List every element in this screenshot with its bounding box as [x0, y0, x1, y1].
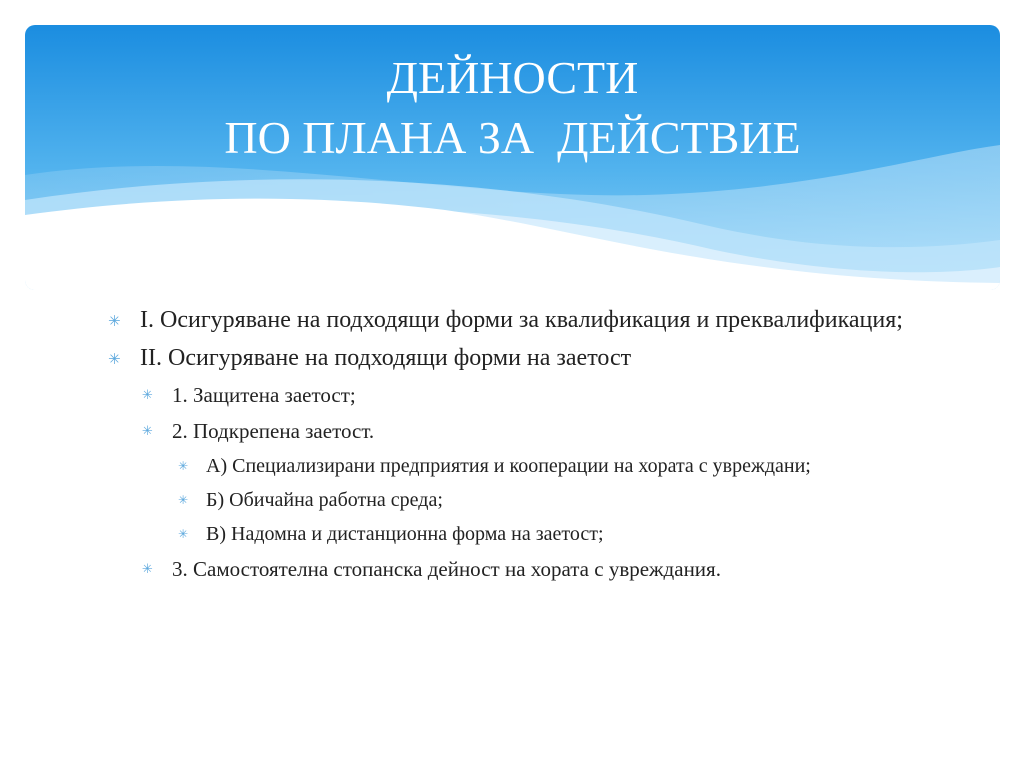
list-item-text: В) Надомна и дистанционна форма на заетост;	[206, 523, 604, 545]
list-item	[100, 555, 920, 583]
list-item-text: 1. Защитена заетост;	[172, 383, 356, 407]
asterisk-bullet-icon: ✳	[178, 493, 189, 507]
list-item	[100, 343, 920, 373]
list-item	[100, 417, 920, 445]
list-item-text: 2. Подкрепена заетост.	[172, 419, 375, 443]
list-item	[100, 305, 920, 335]
asterisk-bullet-icon: ✳	[108, 312, 121, 330]
asterisk-bullet-icon: ✳	[142, 562, 153, 577]
title-line-2: ПО ПЛАНА ЗА ДЕЙСТВИЕ	[224, 112, 801, 163]
asterisk-bullet-icon: ✳	[178, 459, 189, 473]
slide-title	[25, 48, 1000, 168]
asterisk-bullet-icon: ✳	[108, 350, 121, 368]
asterisk-bullet-icon: ✳	[142, 388, 153, 403]
list-item-text: 3. Самостоятелна стопанска дейност на хората с увреждания.	[172, 557, 721, 581]
list-item	[100, 487, 920, 513]
asterisk-bullet-icon: ✳	[178, 527, 189, 541]
list-item	[100, 381, 920, 409]
list-item	[100, 453, 920, 479]
title-line-1: ДЕЙНОСТИ	[386, 52, 639, 103]
list-item-text: А) Специализирани предприятия и кооперации на хората с увреждани;	[206, 455, 811, 477]
bullet-list	[100, 305, 920, 591]
list-item-text: Б) Обичайна работна среда;	[206, 489, 443, 511]
list-item-text: I. Осигуряване на подходящи форми за квалификация и преквалификация;	[140, 307, 903, 333]
list-item	[100, 521, 920, 547]
list-item-text: II. Осигуряване на подходящи форми на заетост	[140, 345, 632, 371]
asterisk-bullet-icon: ✳	[142, 424, 153, 439]
